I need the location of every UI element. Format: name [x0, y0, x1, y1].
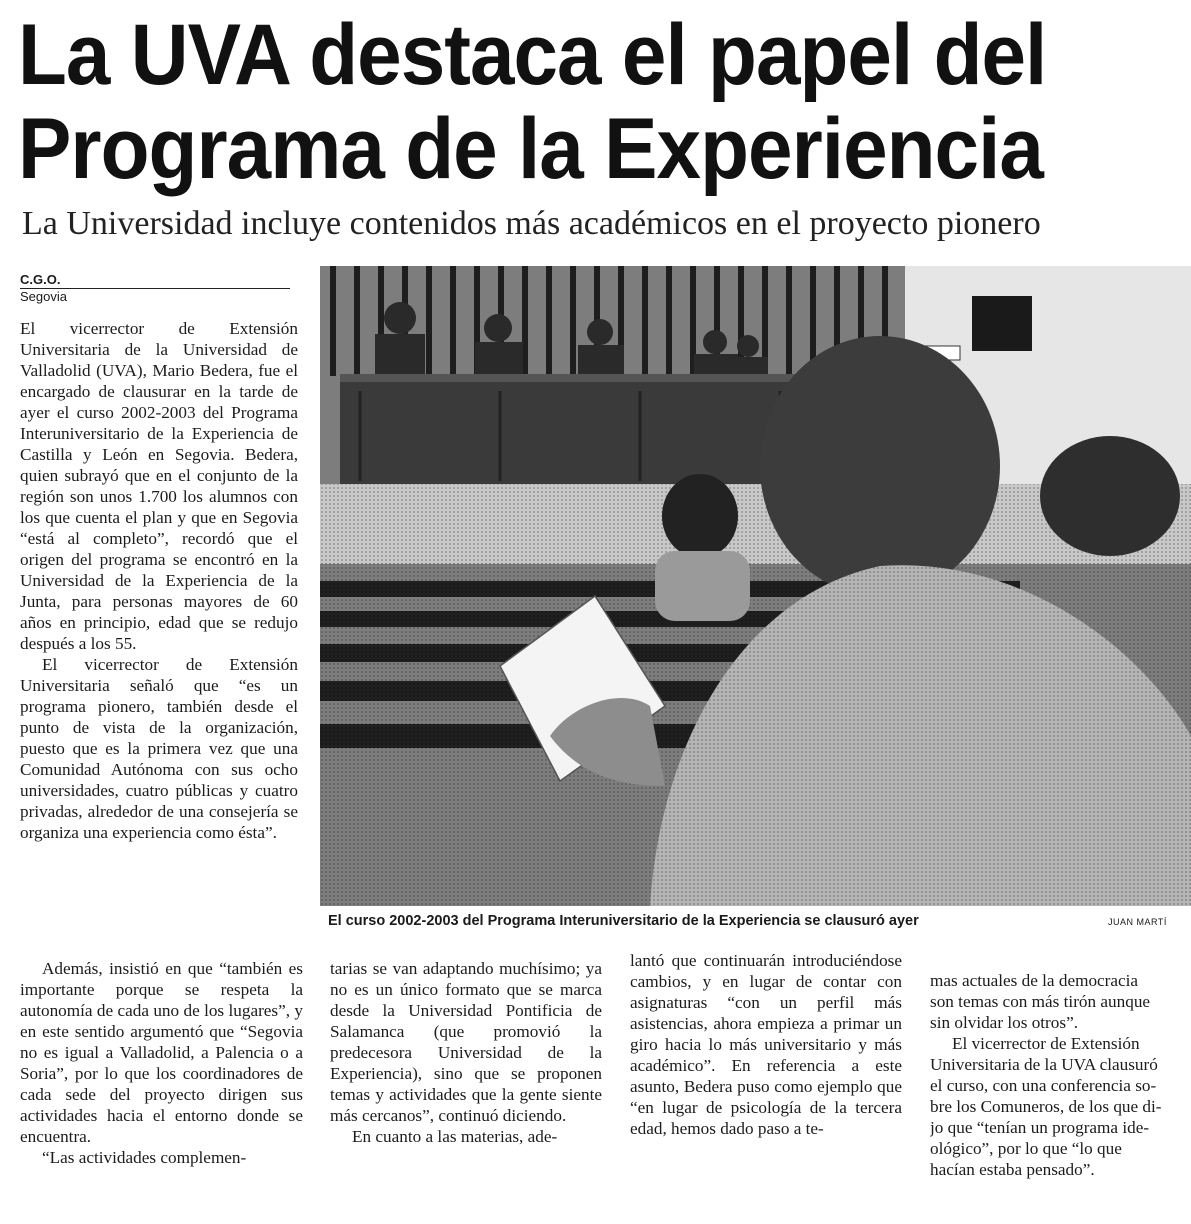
paragraph: “Las actividades complemen- — [42, 1148, 247, 1167]
photo-caption: El curso 2002-2003 del Programa Interuniversitario de la Experiencia se clausuró ayer — [328, 913, 919, 929]
text-line: son temas con más tirón aunque — [930, 992, 1151, 1011]
photo-illustration — [320, 266, 1191, 906]
text-line: hacían estaba pensado”. — [930, 1160, 1095, 1179]
text-line: ológico”, por lo que “lo que — [930, 1139, 1122, 1158]
text-line: El vicerrector de Extensión — [952, 1034, 1140, 1053]
column-1-bottom — [20, 958, 303, 1168]
headline-line-2: Programa de la Experiencia — [18, 101, 1043, 197]
subheadline: La Universidad incluye contenidos más académicos en el proyecto pionero — [22, 205, 1041, 242]
text-line: bre los Comuneros, de los que di- — [930, 1097, 1162, 1116]
paragraph: El vicerrector de Extensión Universitaria señaló que “es un programa pionero, también desde el punto de vista de la organización, puesto que es la primera vez que una Comunidad Autónoma con sus ocho universidades, cuatro públicas y cuatro privadas, alrededor de una consejería se organiza una experiencia como ésta”. — [20, 655, 298, 842]
photo-credit: JUAN MARTÍ — [1108, 917, 1167, 927]
text-line: Universitaria de la UVA clausuró — [930, 1055, 1158, 1074]
column-3 — [630, 950, 902, 1139]
location: Segovia — [20, 289, 67, 304]
paragraph: Además, insistió en que “también es importante porque se respeta la autonomía de cada uno de los lugares”, y en este sentido argumentó que “Segovia no es igual a Valladolid, a Palencia o a Soria”, por lo que los coordinadores de cada sede del proyecto dirigen sus actividades hacia el entorno donde se encuentra. — [20, 959, 303, 1146]
article-photo — [320, 266, 1191, 906]
column-4 — [930, 970, 1191, 1180]
text-line: el curso, con una conferencia so- — [930, 1076, 1157, 1095]
paragraph: lantó que continuarán introduciéndose cambios, y en lugar de contar con asignaturas “con un perfil más asistencias, ahora empieza a primar un giro hacia lo más universitario y más académico”. En referencia a este asunto, Bedera puso como ejemplo que “en lugar de psicología de la tercera edad, hemos dado paso a te- — [630, 951, 902, 1138]
column-2 — [330, 958, 602, 1147]
text-line: sin olvidar los otros”. — [930, 1013, 1078, 1032]
headline — [18, 8, 1097, 196]
paragraph: El vicerrector de Extensión Universitaria de la Universidad de Valladolid (UVA), Mario Bedera, fue el encargado de clausurar en la tarde de ayer el curso 2002-2003 del Programa Interuniversitario de la Experiencia de Castilla y León en Segovia. Bedera, quien subrayó que en el conjunto de la región son unos 1.700 los alumnos con los que cuenta el plan y que en Segovia “está al completo”, recordó que el origen del programa se encontró en la Universidad de la Experiencia de la Junta, para personas mayores de 60 años en principio, edad que se redujo después a los 55. — [20, 319, 298, 653]
byline — [20, 272, 290, 304]
text-line: jo que “tenían un programa ide- — [930, 1118, 1150, 1137]
paragraph: tarias se van adaptando muchísimo; ya no es un único formato que se marca desde la Universidad Pontificia de Salamanca (que promovió la predecesora Universidad de la Experiencia), sino que se proponen temas y actividades que la gente siente más cercanos”, continuó diciendo. — [330, 959, 602, 1125]
paragraph: En cuanto a las materias, ade- — [352, 1127, 558, 1146]
column-1-top — [20, 318, 298, 843]
text-line: mas actuales de la democracia — [930, 971, 1139, 990]
headline-line-1: La UVA destaca el papel del — [18, 7, 1047, 103]
author: C.G.O. — [20, 272, 290, 289]
